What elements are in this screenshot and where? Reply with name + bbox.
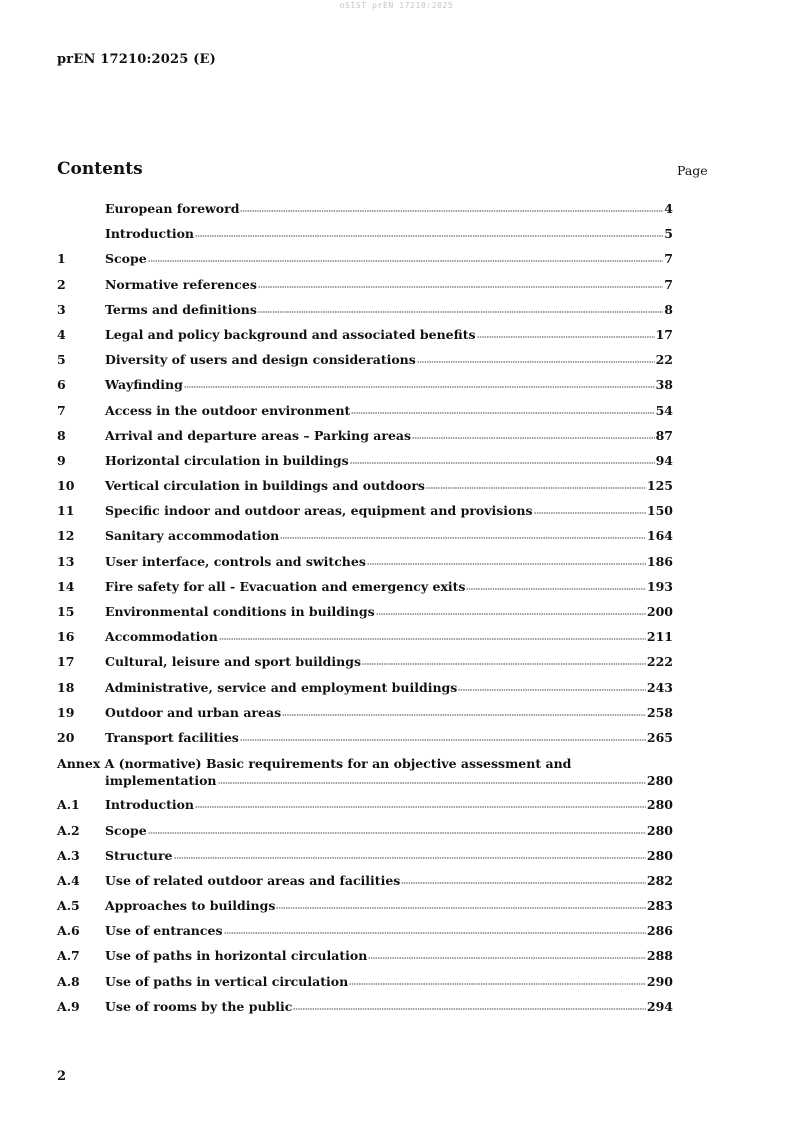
toc-entry-title: Outdoor and urban areas — [105, 704, 282, 720]
dot-leader — [376, 608, 646, 616]
dot-leader — [368, 952, 646, 960]
toc-page-number: 294 — [646, 998, 673, 1014]
footer-page-number: 2 — [57, 1069, 67, 1084]
toc-page-number: 150 — [646, 503, 673, 519]
dot-leader — [148, 255, 664, 263]
toc-entry[interactable] — [57, 999, 673, 1024]
dot-leader — [258, 281, 663, 289]
toc-page-number: 186 — [646, 553, 673, 569]
toc-page-number: 280 — [646, 797, 673, 813]
toc-entry-title: Scope — [105, 251, 147, 267]
toc-entry-title: User interface, controls and switches — [105, 553, 366, 569]
dot-leader — [349, 978, 646, 986]
toc-entry-title: Normative references — [105, 276, 257, 292]
toc-entry-title: European foreword — [105, 201, 240, 216]
toc-entry-title: Administrative, service and employment buildings — [105, 679, 458, 695]
dot-leader — [412, 432, 655, 440]
toc-entry-title: Arrival and departure areas – Parking areas — [105, 427, 412, 443]
toc-entry[interactable] — [57, 974, 673, 999]
toc-page-number: 17 — [655, 326, 673, 342]
toc-entry-number: A.6 — [57, 923, 80, 939]
toc-entry-title: Transport facilities — [105, 729, 239, 745]
toc-page-number: 258 — [646, 704, 673, 720]
dot-leader — [282, 709, 646, 717]
toc-entry-number: 8 — [57, 427, 66, 443]
toc-entry[interactable] — [57, 478, 673, 503]
toc-entry[interactable] — [57, 277, 673, 302]
toc-entry[interactable] — [57, 604, 673, 629]
dot-leader — [195, 230, 663, 238]
toc-entry-title: Cultural, leisure and sport buildings — [105, 654, 362, 670]
toc-entry[interactable] — [57, 579, 673, 604]
toc-entry-number: 4 — [57, 326, 66, 342]
toc-entry-title: Approaches to buildings — [105, 898, 276, 914]
toc-entry-title: Use of paths in horizontal circulation — [105, 948, 368, 964]
toc-entry-number: A.5 — [57, 898, 80, 914]
dot-leader — [367, 558, 646, 566]
dot-leader — [417, 356, 655, 364]
dot-leader — [195, 801, 646, 809]
toc-entry-title: Structure — [105, 847, 173, 863]
toc-page-number: 5 — [664, 226, 673, 242]
toc-page-number: 22 — [655, 352, 673, 368]
toc-entry-number: 7 — [57, 402, 66, 418]
toc-entry-number: 15 — [57, 604, 75, 619]
toc-entry-title: Use of entrances — [105, 923, 223, 939]
toc-entry[interactable] — [57, 453, 673, 478]
toc-entry-number: A.7 — [57, 948, 80, 964]
annex-title-line1: Annex A (normative) Basic requirements for an objective assessment and — [57, 756, 572, 772]
toc-page-number: 280 — [646, 773, 673, 789]
toc-page-number: 280 — [646, 847, 673, 863]
toc-entry[interactable] — [57, 528, 673, 553]
toc-entry-number: 17 — [57, 654, 75, 670]
toc-entry[interactable] — [57, 352, 673, 377]
toc-entry[interactable] — [57, 848, 673, 873]
dot-leader — [240, 205, 663, 213]
dot-leader — [148, 827, 646, 835]
toc-entry-number: 6 — [57, 377, 66, 393]
toc-entry-title: Introduction — [105, 797, 195, 813]
toc-entry[interactable] — [57, 302, 673, 327]
toc-entry-title: Specific indoor and outdoor areas, equipment and provisions — [105, 503, 533, 519]
page-column-label: Page — [677, 163, 708, 178]
toc-page-number: 4 — [664, 201, 673, 216]
dot-leader — [258, 306, 663, 314]
toc-entry[interactable] — [57, 680, 673, 705]
toc-page-number: 7 — [664, 276, 673, 292]
toc-page-number: 94 — [655, 452, 673, 468]
table-of-contents — [57, 201, 673, 1024]
toc-entry-title: Environmental conditions in buildings — [105, 604, 375, 619]
annex-title-line2-row — [57, 772, 673, 797]
toc-page-number: 288 — [646, 948, 673, 964]
dot-leader — [276, 902, 646, 910]
toc-page-number: 125 — [646, 478, 673, 494]
toc-entry-number: 12 — [57, 528, 75, 544]
toc-page-number: 211 — [646, 629, 673, 645]
toc-entry-number: 1 — [57, 251, 66, 267]
watermark-text: oSIST prEN 17210:2025 — [339, 1, 454, 10]
toc-entry-title: Diversity of users and design considerations — [105, 352, 416, 368]
toc-entry[interactable] — [57, 428, 673, 453]
toc-entry-number: 14 — [57, 578, 75, 594]
toc-entry-title: Use of paths in vertical circulation — [105, 973, 349, 989]
toc-entry-annex-a[interactable] — [57, 755, 673, 797]
toc-entry[interactable] — [57, 403, 673, 428]
dot-leader — [477, 331, 655, 339]
toc-entry[interactable] — [57, 654, 673, 679]
toc-page-number: 243 — [646, 679, 673, 695]
toc-entry-title: Fire safety for all - Evacuation and emergency exits — [105, 578, 466, 594]
toc-entry[interactable] — [57, 327, 673, 352]
dot-leader — [240, 734, 646, 742]
toc-entry-number: 16 — [57, 629, 75, 645]
dot-leader — [280, 532, 646, 540]
toc-entry-number: A.8 — [57, 973, 80, 989]
dot-leader — [184, 381, 655, 389]
dot-leader — [466, 583, 645, 591]
toc-entry[interactable] — [57, 201, 673, 226]
toc-entry[interactable] — [57, 554, 673, 579]
toc-entry-number: A.9 — [57, 998, 80, 1014]
toc-page-number: 290 — [646, 973, 673, 989]
toc-entry-title: Access in the outdoor environment — [105, 402, 351, 418]
toc-entry-number: 19 — [57, 704, 75, 720]
toc-entry-number: 9 — [57, 452, 66, 468]
toc-entry[interactable] — [57, 923, 673, 948]
toc-entry-title: Horizontal circulation in buildings — [105, 452, 349, 468]
toc-page-number: 222 — [646, 654, 673, 670]
toc-page-number: 283 — [646, 898, 673, 914]
toc-page-number: 7 — [664, 251, 673, 267]
toc-page-number: 8 — [664, 301, 673, 317]
toc-page-number: 265 — [646, 729, 673, 745]
toc-page-number: 200 — [646, 604, 673, 619]
toc-entry-title: Accommodation — [105, 629, 218, 645]
toc-entry-number: 2 — [57, 276, 66, 292]
toc-entry[interactable] — [57, 797, 673, 822]
toc-entry-number: A.1 — [57, 797, 80, 813]
toc-entry[interactable] — [57, 948, 673, 973]
dot-leader — [362, 658, 646, 666]
toc-entry-number: A.4 — [57, 872, 80, 888]
toc-entry[interactable] — [57, 730, 673, 755]
toc-entry-title: Vertical circulation in buildings and outdoors — [105, 478, 425, 494]
contents-heading: Contents — [57, 159, 143, 179]
dot-leader — [401, 877, 646, 885]
toc-entry[interactable] — [57, 898, 673, 923]
toc-entry[interactable] — [57, 705, 673, 730]
toc-entry[interactable] — [57, 503, 673, 528]
toc-entry[interactable] — [57, 377, 673, 402]
dot-leader — [426, 482, 646, 490]
toc-page-number: 54 — [655, 402, 673, 418]
toc-page-number: 286 — [646, 923, 673, 939]
dot-leader — [218, 777, 646, 785]
dot-leader — [219, 633, 646, 641]
toc-page-number: 87 — [655, 427, 673, 443]
toc-entry-title: Terms and definitions — [105, 301, 257, 317]
dot-leader — [534, 507, 646, 515]
toc-entry-title: Sanitary accommodation — [105, 528, 280, 544]
toc-page-number: 280 — [646, 822, 673, 838]
toc-entry-number: 10 — [57, 478, 75, 494]
toc-entry-number: 13 — [57, 553, 75, 569]
dot-leader — [224, 927, 646, 935]
toc-entry-title: Scope — [105, 822, 147, 838]
toc-entry[interactable] — [57, 251, 673, 276]
toc-entry-title: Legal and policy background and associated benefits — [105, 326, 476, 342]
toc-entry[interactable] — [57, 629, 673, 654]
dot-leader — [174, 852, 646, 860]
toc-page-number: 282 — [646, 872, 673, 888]
document-id: prEN 17210:2025 (E) — [57, 52, 217, 67]
toc-entry[interactable] — [57, 823, 673, 848]
toc-entry-number: 18 — [57, 679, 75, 695]
toc-entry[interactable] — [57, 226, 673, 251]
toc-annex-entries — [57, 797, 673, 1024]
toc-entry-title: Use of rooms by the public — [105, 998, 293, 1014]
toc-entry-title: Wayfinding — [105, 377, 183, 393]
toc-entry-number: 11 — [57, 503, 75, 519]
toc-entry-number: A.2 — [57, 822, 80, 838]
toc-entry-number: A.3 — [57, 847, 80, 863]
dot-leader — [293, 1003, 646, 1011]
toc-entry-title: Use of related outdoor areas and facilities — [105, 872, 401, 888]
dot-leader — [458, 684, 646, 692]
toc-entry-number: 20 — [57, 729, 75, 745]
toc-entry-number: 5 — [57, 352, 66, 368]
dot-leader — [351, 407, 654, 415]
toc-entry[interactable] — [57, 873, 673, 898]
toc-entry-number: 3 — [57, 301, 66, 317]
toc-entry-title: Introduction — [105, 226, 195, 242]
toc-page-number: 193 — [646, 578, 673, 594]
dot-leader — [350, 457, 655, 465]
toc-page-number: 164 — [646, 528, 673, 544]
toc-page-number: 38 — [655, 377, 673, 393]
annex-title-line2: implementation — [105, 773, 217, 789]
toc-main-entries — [57, 201, 673, 755]
